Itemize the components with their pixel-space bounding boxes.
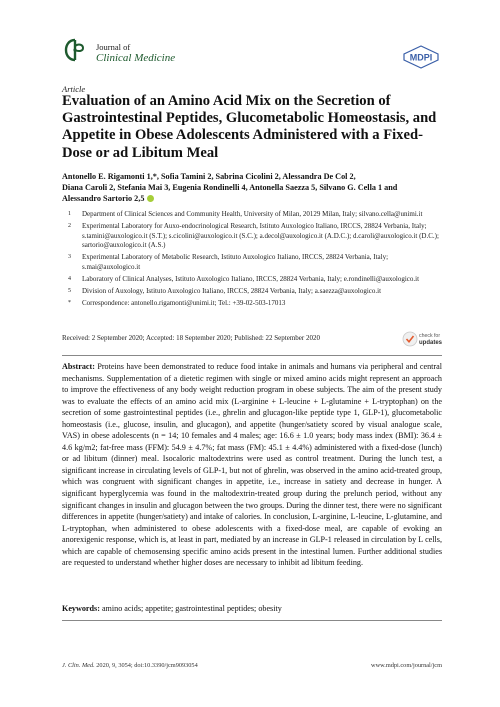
journal-logo-icon	[62, 37, 88, 63]
affiliation-text: Department of Clinical Sciences and Community Health, University of Milan, 20129 Milan, Italy; silvano.cella@unimi.it	[82, 210, 423, 218]
journal-name	[96, 42, 175, 64]
affiliation-number: 3	[68, 254, 71, 260]
affiliation-text: Division of Auxology, Istituto Auxologico Italiano, IRCCS, 28824 Verbania, Italy; a.saezza@auxologico.it	[82, 286, 382, 295]
author-line-1: Antonello E. Rigamonti 1,*, Sofia Tamini 2, Sabrina Cicolini 2, Alessandra De Col 2,	[62, 172, 356, 181]
journal-name-line2: Clinical Medicine	[96, 52, 176, 64]
check-for-updates-badge[interactable]	[402, 324, 442, 354]
abstract	[62, 361, 442, 569]
citation-footer	[62, 662, 198, 669]
keywords	[62, 604, 442, 613]
check-updates-line1: check for	[419, 333, 441, 339]
abstract-text: Proteins have been demonstrated to reduce food intake in animals and humans via peripheral and central mechanisms. Supplementation of a dietetic regimen with single or mixed amino acids might represent an approach to improve the effectiveness of any body weight reduction program in obese subjects. The aim of the present study was to evaluate the effects of an amino acid mix (L-arginine + L-leucine + L-glutamine + L-tryptophan) on the secretion of some gastrointestinal peptides (i.e., ghrelin and glucagon-like peptide type 1, GLP-1), glucometabolic homeostasis (i.e., glucose, insulin, and glucagon), and appetite (hunger/satiety scored by visual analogue scale, VAS) in obese adolescents (n = 14; 10 females and 4 males; age: 16.6 ± 1.0 years; body mass index (BMI): 36.4 ± 4.6 kg/m2; fat-free mass (FFM): 54.9 ± 4.7%; fat mass (FM): 45.1 ± 4.4%) administered with a fixed-dose (lunch) or ad libitum (dinner) meal. Isocaloric maltodextrins were used as control treatment. During the lunch test, a significant increase in circulating levels of GLP-1, but not of ghrelin, was observed in the amino acid-treated group, which was congruent with significant changes in appetite, i.e., increase in satiety and decrease in hunger. A significant hyperglycemia was found in the maltodextrin-treated group during the prelunch period, without any significant changes in insulin and glucagon between the two groups. During the dinner test, there were no significant differences in appetite (hunger/satiety) and intake of calories. In conclusion, L-arginine, L-leucine, L-glutamine, and L-tryptophan, when administered to obese adolescents with a fixed-dose meal, are capable of evoking an anorexigenic response, which is, at least in part, mediated by an increase in GLP-1 released in circulation by L cells, which are capable of chemosensing specific amino acids present in the intestinal lumen. Further additional studies are requested to understand whether higher doses are necessary to inhibit ad libitum feeding.	[62, 362, 442, 568]
keywords-label: Keywords:	[62, 604, 100, 613]
journal-name-line1: Journal of	[96, 42, 131, 52]
mdpi-logo-text: MDPI	[409, 52, 433, 63]
affiliation-number: 2	[68, 223, 71, 229]
author-line-2: Diana Caroli 2, Stefania Mai 3, Eugenia Rondinelli 4, Antonella Saezza 5, Silvano G. Cella 1 and	[62, 183, 398, 193]
author-list	[62, 171, 442, 205]
divider-bottom	[62, 620, 442, 621]
publication-dates: Received: 2 September 2020; Accepted: 18 September 2020; Published: 22 September 2020	[62, 334, 320, 342]
mdpi-logo	[401, 45, 441, 69]
abstract-label: Abstract:	[62, 362, 95, 371]
affiliation-item	[62, 287, 440, 297]
affiliation-item	[62, 275, 440, 285]
affiliations-list	[62, 210, 440, 311]
affiliation-number: 1	[68, 211, 71, 217]
author-line-3: Alessandro Sartorio 2,5	[62, 193, 442, 204]
keywords-text: amino acids; appetite; gastrointestinal peptides; obesity	[101, 604, 282, 613]
journal-website-link[interactable]: www.mdpi.com/journal/jcm	[371, 662, 442, 669]
citation-journal: J. Clin. Med.	[62, 662, 95, 669]
orcid-icon[interactable]	[147, 195, 154, 202]
article-type: Article	[62, 84, 86, 94]
correspondence-item	[62, 299, 440, 309]
affiliation-number: 5	[68, 287, 71, 294]
citation-details: 2020, 9, 3054; doi:10.3390/jcm9093054	[96, 662, 198, 669]
affiliation-number: 4	[68, 275, 71, 282]
affiliation-text: Experimental Laboratory for Auxo-endocrinological Research, Istituto Auxologico Italiano, IRCCS, 28824 Verbania, Italy; s.tamini@auxologico.it (S.T.); s.cicolini@auxologico.it (S.C.); a.decol@auxologico.it (A.D.C.); d.caroli@auxologico.it (D.C.); sartorio@auxologico.it (A.S.)	[82, 222, 439, 249]
divider-top	[62, 355, 442, 356]
affiliation-text: Experimental Laboratory of Metabolic Research, Istituto Auxologico Italiano, IRCCS, 28824 Verbania, Italy; s.mai@auxologico.it	[82, 253, 389, 271]
article-title: Evaluation of an Amino Acid Mix on the Secretion of Gastrointestinal Peptides, Glucometabolic Homeostasis, and Appetite in Obese Adolescents Administered with a Fixed-Dose or ad Libitum Meal	[62, 93, 437, 161]
affiliation-number: *	[68, 299, 71, 306]
correspondence-text: Correspondence: antonello.rigamonti@unimi.it; Tel.: +39-02-503-17013	[82, 298, 286, 307]
check-updates-line2: updates	[419, 340, 442, 346]
affiliation-text: Laboratory of Clinical Analyses, Istituto Auxologico Italiano, IRCCS, 28824 Verbania, Italy; e.rondinelli@auxologico.it	[82, 274, 420, 283]
affiliation-item	[62, 210, 440, 220]
affiliation-item	[62, 253, 440, 272]
affiliation-item	[62, 222, 440, 251]
